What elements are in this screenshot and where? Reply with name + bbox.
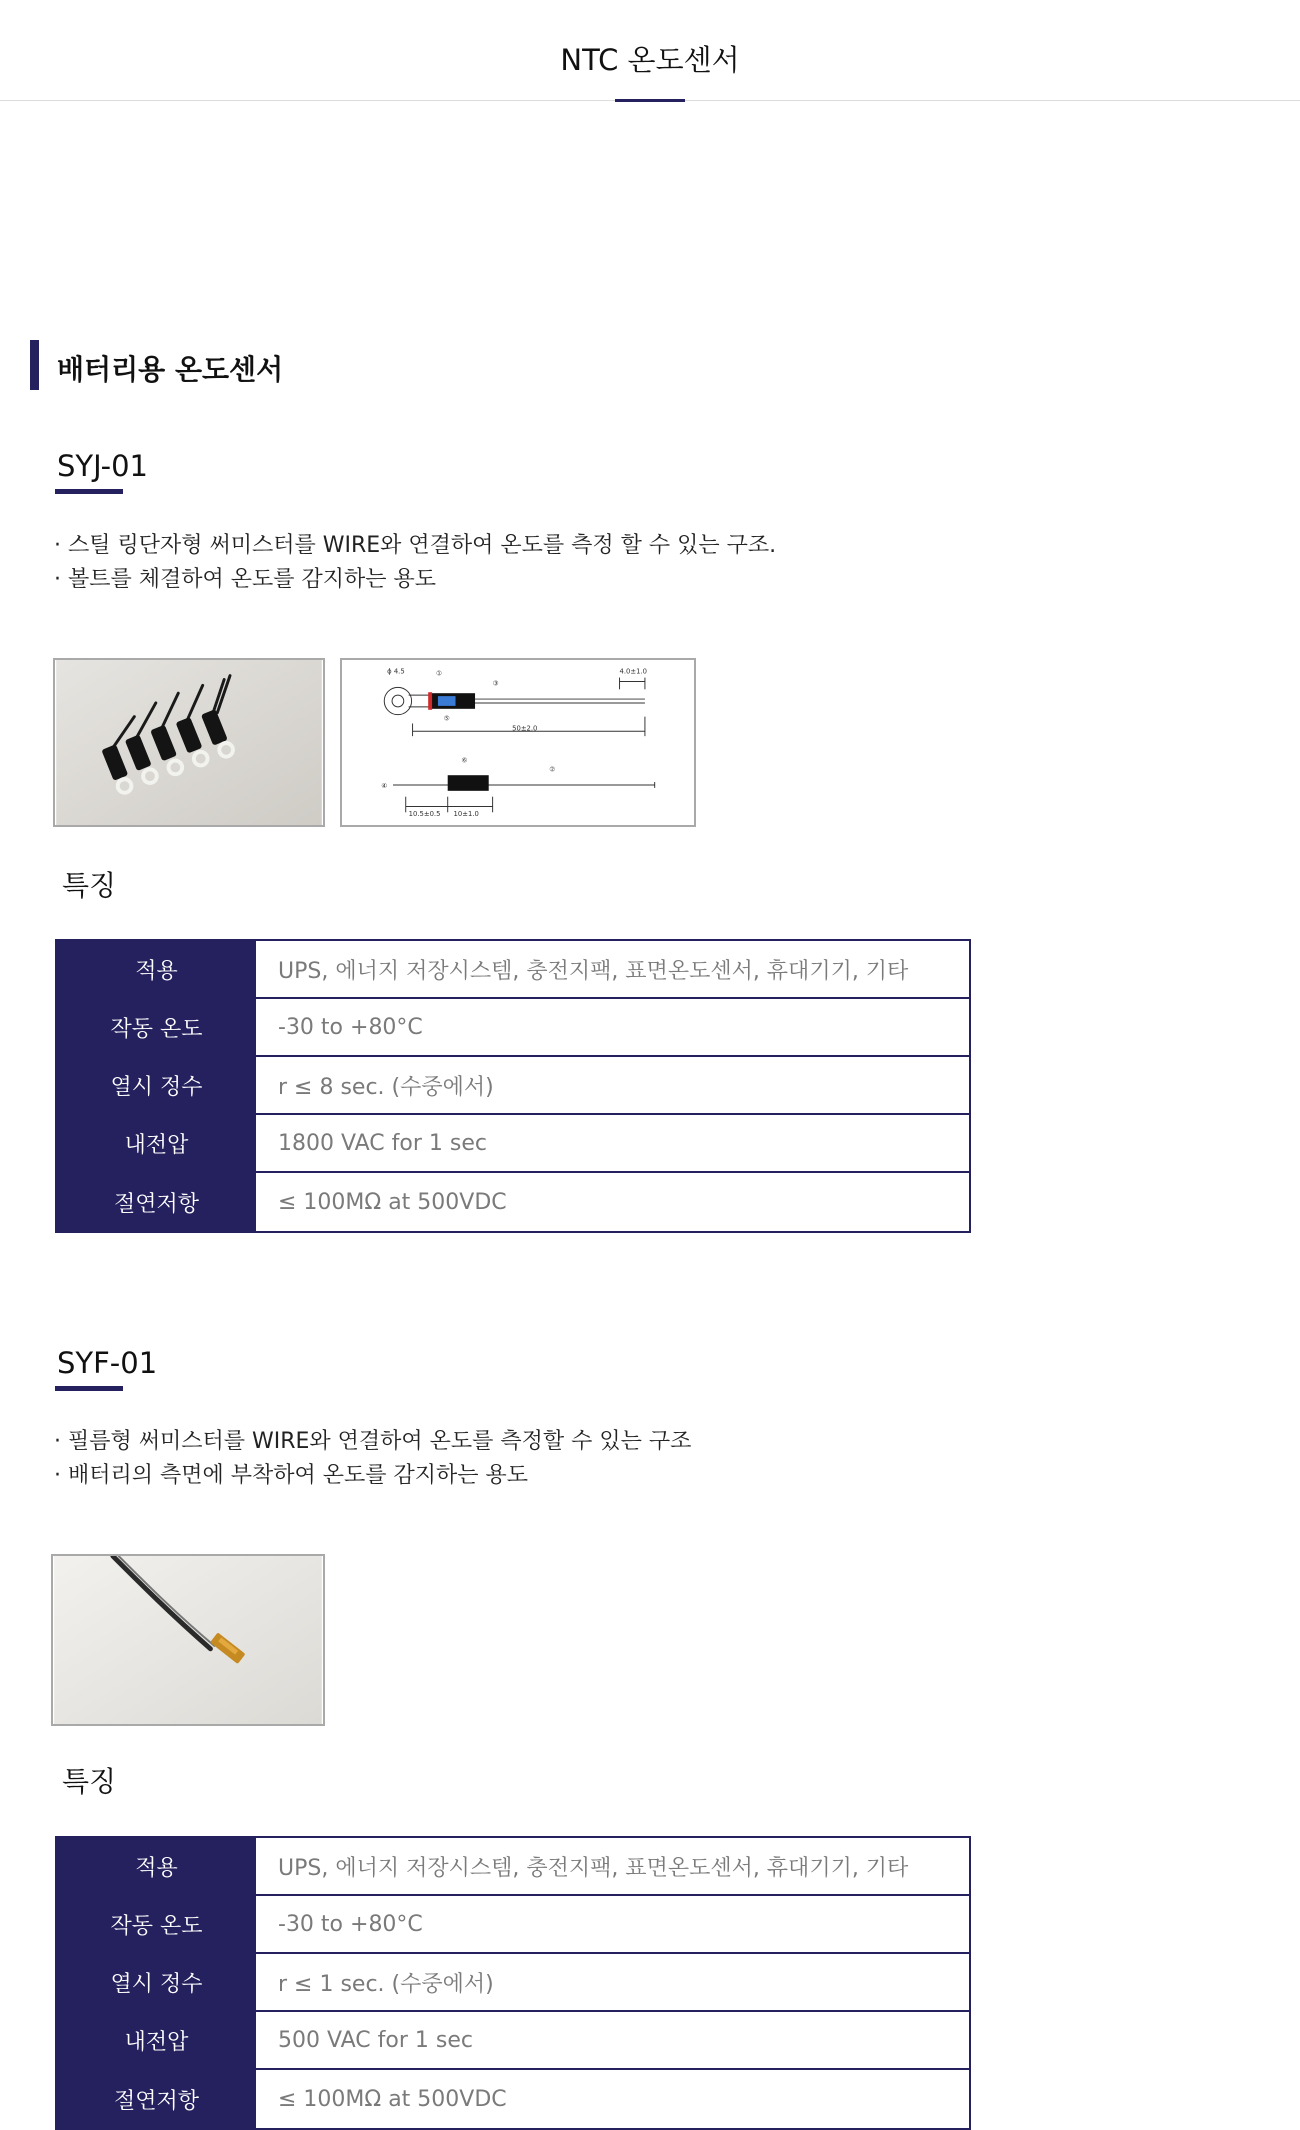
spec-value: -30 to +80°C xyxy=(256,999,969,1055)
spec-value: UPS, 에너지 저장시스템, 충전지팩, 표면온도센서, 휴대기기, 기타 xyxy=(256,1838,969,1894)
spec-value: 500 VAC for 1 sec xyxy=(256,2012,969,2068)
product-description: · 필름형 써미스터를 WIRE와 연결하여 온도를 측정할 수 있는 구조 xyxy=(54,1429,692,1454)
spec-key: 적용 xyxy=(57,941,256,997)
section-title: 배터리용 온도센서 xyxy=(57,353,284,386)
drawing-label: 10±1.0 xyxy=(453,810,479,819)
spec-value: ≤ 100MΩ at 500VDC xyxy=(256,1173,969,1231)
spec-key: 적용 xyxy=(57,1838,256,1894)
spec-value: UPS, 에너지 저장시스템, 충전지팩, 표면온도센서, 휴대기기, 기타 xyxy=(256,941,969,997)
spec-key: 내전압 xyxy=(57,1115,256,1171)
product-photo xyxy=(51,1554,325,1726)
features-title: 특징 xyxy=(62,869,117,902)
product-description: · 배터리의 측면에 부착하여 온도를 감지하는 용도 xyxy=(54,1463,528,1488)
spec-key: 내전압 xyxy=(57,2012,256,2068)
table-row xyxy=(57,941,969,999)
spec-key: 절연저항 xyxy=(57,1173,256,1231)
drawing-label: 4.0±1.0 xyxy=(619,667,647,676)
spec-table xyxy=(55,1836,971,2130)
section-bar xyxy=(30,340,39,390)
spec-key: 열시 정수 xyxy=(57,1057,256,1113)
product-underline xyxy=(55,489,123,494)
product-name: SYJ-01 xyxy=(57,449,149,483)
table-row xyxy=(57,999,969,1057)
spec-value: 1800 VAC for 1 sec xyxy=(256,1115,969,1171)
table-row xyxy=(57,2070,969,2128)
title-underline xyxy=(615,99,685,102)
table-row xyxy=(57,1173,969,1231)
spec-value: r ≤ 1 sec. (수중에서) xyxy=(256,1954,969,2010)
table-row xyxy=(57,1057,969,1115)
spec-value: r ≤ 8 sec. (수중에서) xyxy=(256,1057,969,1113)
product-name: SYF-01 xyxy=(57,1346,158,1380)
spec-key: 절연저항 xyxy=(57,2070,256,2128)
drawing-label: ⑤ xyxy=(443,714,450,723)
page-header xyxy=(0,0,1300,101)
table-row xyxy=(57,2012,969,2070)
drawing-label: 50±2.0 xyxy=(512,724,538,733)
spec-value: ≤ 100MΩ at 500VDC xyxy=(256,2070,969,2128)
drawing-label: ⑥ xyxy=(461,756,468,765)
product-photo xyxy=(53,658,325,827)
spec-table xyxy=(55,939,971,1233)
product-underline xyxy=(55,1386,123,1391)
features-title: 특징 xyxy=(62,1765,117,1798)
drawing-label: 10.5±0.5 xyxy=(408,810,441,819)
drawing-label: ① xyxy=(435,669,443,678)
technical-drawing xyxy=(340,658,696,827)
table-row xyxy=(57,1838,969,1896)
spec-key: 작동 온도 xyxy=(57,999,256,1055)
table-row xyxy=(57,1954,969,2012)
drawing-label: ϕ 4.5 xyxy=(387,667,405,676)
syj-01-photo-illustration xyxy=(55,660,323,825)
page-title: NTC 온도센서 xyxy=(560,43,740,77)
spec-value: -30 to +80°C xyxy=(256,1896,969,1952)
drawing-label: ④ xyxy=(381,781,388,790)
product-description: · 볼트를 체결하여 온도를 감지하는 용도 xyxy=(54,567,436,592)
syf-01-photo-illustration xyxy=(53,1556,323,1724)
drawing-label: ③ xyxy=(492,679,499,688)
spec-key: 작동 온도 xyxy=(57,1896,256,1952)
spec-key: 열시 정수 xyxy=(57,1954,256,2010)
syj-01-dimension-drawing xyxy=(342,660,694,825)
table-row xyxy=(57,1115,969,1173)
product-description: · 스틸 링단자형 써미스터를 WIRE와 연결하여 온도를 측정 할 수 있는 구조. xyxy=(54,533,777,558)
table-row xyxy=(57,1896,969,1954)
drawing-label: ② xyxy=(549,765,556,774)
